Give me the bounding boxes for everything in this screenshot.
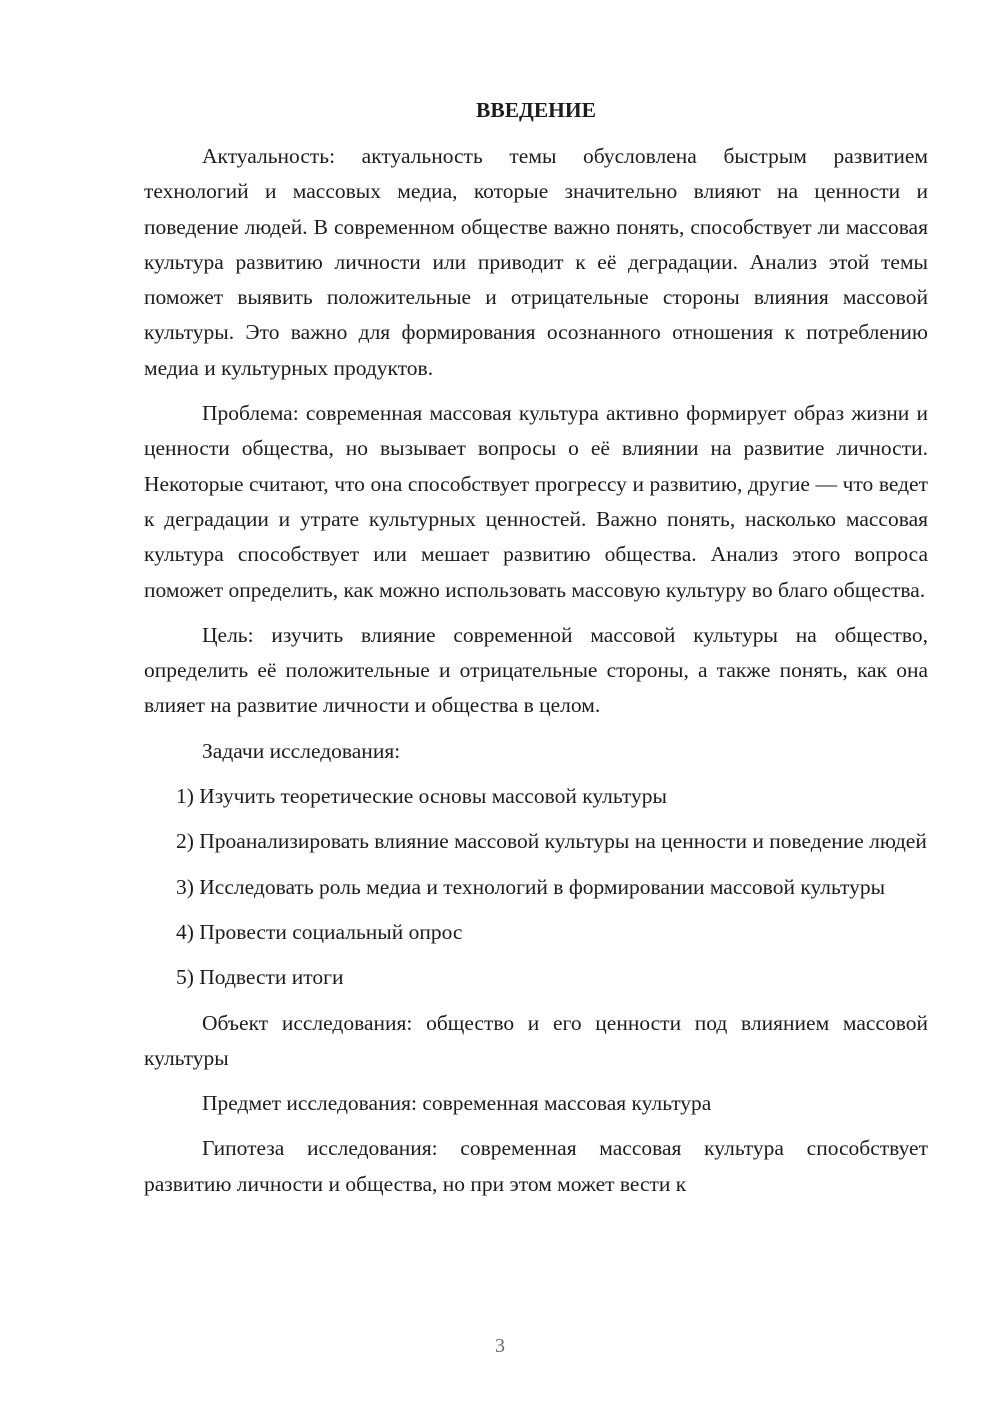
page-number: 3 [495,1335,505,1357]
object-paragraph: Объект исследования: общество и его ценности под влиянием массовой культуры [144,1010,928,1070]
relevance-paragraph: Актуальность: актуальность темы обусловлена быстрым развитием технологий и массовых медиа, которые значительно влияют на ценности и поведение людей. В современном обществе важно понять, способствует ли массовая культура развитию личности или приводит к её деградации. Анализ этой темы поможет выявить положительные и отрицательные стороны влияния массовой культуры. Это важно для формирования осознанного отношения к потреблению медиа и культурных продуктов. [144,144,928,380]
task-item: 3) Исследовать роль медиа и технологий в формировании массовой культуры [176,874,886,899]
task-item: 2) Проанализировать влияние массовой культуры на ценности и поведение людей [176,829,927,854]
problem-paragraph: Проблема: современная массовая культура активно формирует образ жизни и ценности общества, но вызывает вопросы о её влиянии на развитие личности. Некоторые считают, что она способствует прогрессу и развитию, другие — что ведет к деградации и утрате культурных ценностей. Важно понять, насколько массовая культура способствует или мешает развитию общества. Анализ этого вопроса поможет определить, как можно использовать массовую культуру во благо общества. [144,401,928,602]
task-item: 1) Изучить теоретические основы массовой культуры [176,784,667,809]
subject-paragraph: Предмет исследования: современная массовая культура [202,1091,712,1116]
task-item: 5) Подвести итоги [176,965,344,990]
tasks-heading: Задачи исследования: [202,738,401,763]
task-item: 4) Провести социальный опрос [176,919,463,944]
hypothesis-paragraph: Гипотеза исследования: современная массовая культура способствует развитию личности и общества, но при этом может вести к [144,1136,928,1196]
section-title: ВВЕДЕНИЕ [476,98,596,122]
document-page [144,95,928,1202]
goal-paragraph: Цель: изучить влияние современной массовой культуры на общество, определить её положительные и отрицательные стороны, а также понять, как она влияет на развитие личности и общества в целом. [144,622,928,718]
